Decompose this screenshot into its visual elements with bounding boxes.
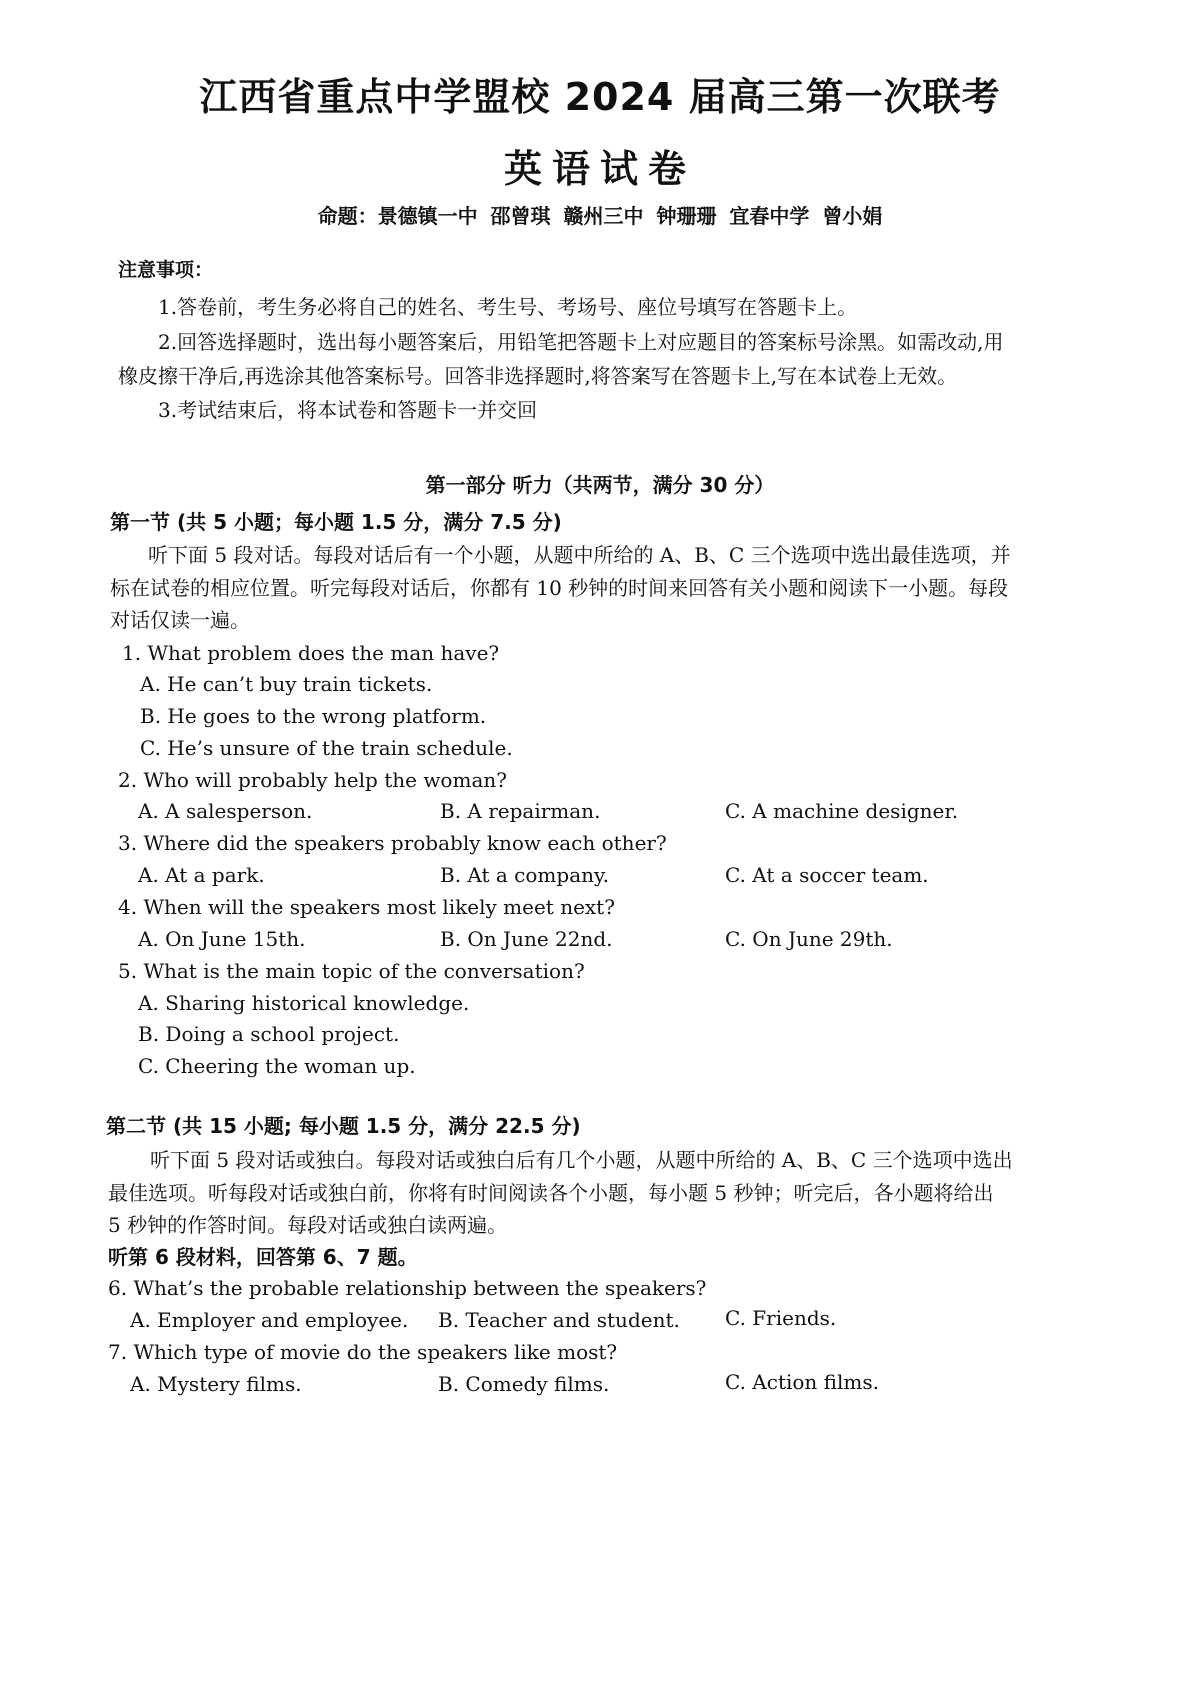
question-6-option-a: A. Employer and employee. bbox=[130, 1308, 409, 1332]
question-6-option-b: B. Teacher and student. bbox=[438, 1308, 680, 1332]
notes-heading: 注意事项： bbox=[118, 259, 214, 281]
question-5-option-b: B. Doing a school project. bbox=[138, 1022, 400, 1046]
section1-instr-3: 对话仅读一遍。 bbox=[110, 608, 250, 632]
question-7-option-c: C. Action films. bbox=[725, 1370, 879, 1394]
section2-instr-3: 5 秒钟的作答时间。每段对话或独白读两遍。 bbox=[108, 1213, 508, 1237]
section1-heading: 第一节 (共 5 小题；每小题 1.5 分，满分 7.5 分) bbox=[110, 510, 562, 534]
exam-subtitle: 英语试卷 bbox=[503, 147, 696, 191]
note-3: 3.考试结束后，将本试卷和答题卡一并交回 bbox=[158, 398, 538, 422]
question-4-option-a: A. On June 15th. bbox=[138, 927, 306, 951]
question-3-option-a: A. At a park. bbox=[138, 863, 265, 887]
question-1-option-c: C. He’s unsure of the train schedule. bbox=[140, 736, 513, 760]
exam-title: 江西省重点中学盟校 2024 届高三第一次联考 bbox=[199, 75, 1001, 119]
question-5-option-c: C. Cheering the woman up. bbox=[138, 1054, 416, 1078]
authors-line: 命题：景德镇一中 邵曾琪 赣州三中 钟珊珊 宜春中学 曾小娟 bbox=[317, 204, 883, 228]
note-1: 1.答卷前，考生务必将自己的姓名、考生号、考场号、座位号填写在答题卡上。 bbox=[158, 295, 858, 319]
question-7-stem: 7. Which type of movie do the speakers like most? bbox=[108, 1340, 618, 1364]
question-2-option-c: C. A machine designer. bbox=[725, 799, 959, 823]
section2-heading: 第二节 (共 15 小题; 每小题 1.5 分，满分 22.5 分) bbox=[106, 1114, 581, 1138]
question-2-option-a: A. A salesperson. bbox=[138, 799, 313, 823]
question-1-stem: 1. What problem does the man have? bbox=[122, 641, 500, 665]
section1-instr-1: 听下面 5 段对话。每段对话后有一个小题，从题中所给的 A、B、C 三个选项中选出最佳选项，并 bbox=[148, 543, 1011, 567]
question-7-option-b: B. Comedy films. bbox=[438, 1372, 610, 1396]
note-2b: 橡皮擦干净后,再选涂其他答案标号。回答非选择题时,将答案写在答题卡上,写在本试卷上无效。 bbox=[118, 364, 958, 388]
question-3-stem: 3. Where did the speakers probably know each other? bbox=[118, 831, 667, 855]
question-4-option-c: C. On June 29th. bbox=[725, 927, 893, 951]
question-6-option-c: C. Friends. bbox=[725, 1306, 837, 1330]
note-2a: 2.回答选择题时，选出每小题答案后，用铅笔把答题卡上对应题目的答案标号涂黑。如需改动,用 bbox=[158, 330, 1004, 354]
question-2-option-b: B. A repairman. bbox=[440, 799, 601, 823]
question-1-option-a: A. He can’t buy train tickets. bbox=[140, 672, 433, 696]
question-5-stem: 5. What is the main topic of the conversation? bbox=[118, 959, 585, 983]
part1-heading: 第一部分 听力（共两节，满分 30 分） bbox=[425, 473, 775, 497]
question-6-stem: 6. What’s the probable relationship between the speakers? bbox=[108, 1276, 707, 1300]
question-7-option-a: A. Mystery films. bbox=[130, 1372, 302, 1396]
section1-instr-2: 标在试卷的相应位置。听完每段对话后，你都有 10 秒钟的时间来回答有关小题和阅读下一小题。每段 bbox=[110, 576, 1009, 600]
question-4-stem: 4. When will the speakers most likely meet next? bbox=[118, 895, 615, 919]
material-6-heading: 听第 6 段材料，回答第 6、7 题。 bbox=[108, 1245, 418, 1269]
question-1-option-b: B. He goes to the wrong platform. bbox=[140, 704, 487, 728]
question-5-option-a: A. Sharing historical knowledge. bbox=[138, 991, 470, 1015]
question-4-option-b: B. On June 22nd. bbox=[440, 927, 613, 951]
question-2-stem: 2. Who will probably help the woman? bbox=[118, 768, 507, 792]
question-3-option-c: C. At a soccer team. bbox=[725, 863, 929, 887]
section2-instr-2: 最佳选项。听每段对话或独白前，你将有时间阅读各个小题，每小题 5 秒钟；听完后，各小题将给出 bbox=[108, 1181, 994, 1205]
section2-instr-1: 听下面 5 段对话或独白。每段对话或独白后有几个小题，从题中所给的 A、B、C 三个选项中选出 bbox=[150, 1148, 1013, 1172]
question-3-option-b: B. At a company. bbox=[440, 863, 609, 887]
